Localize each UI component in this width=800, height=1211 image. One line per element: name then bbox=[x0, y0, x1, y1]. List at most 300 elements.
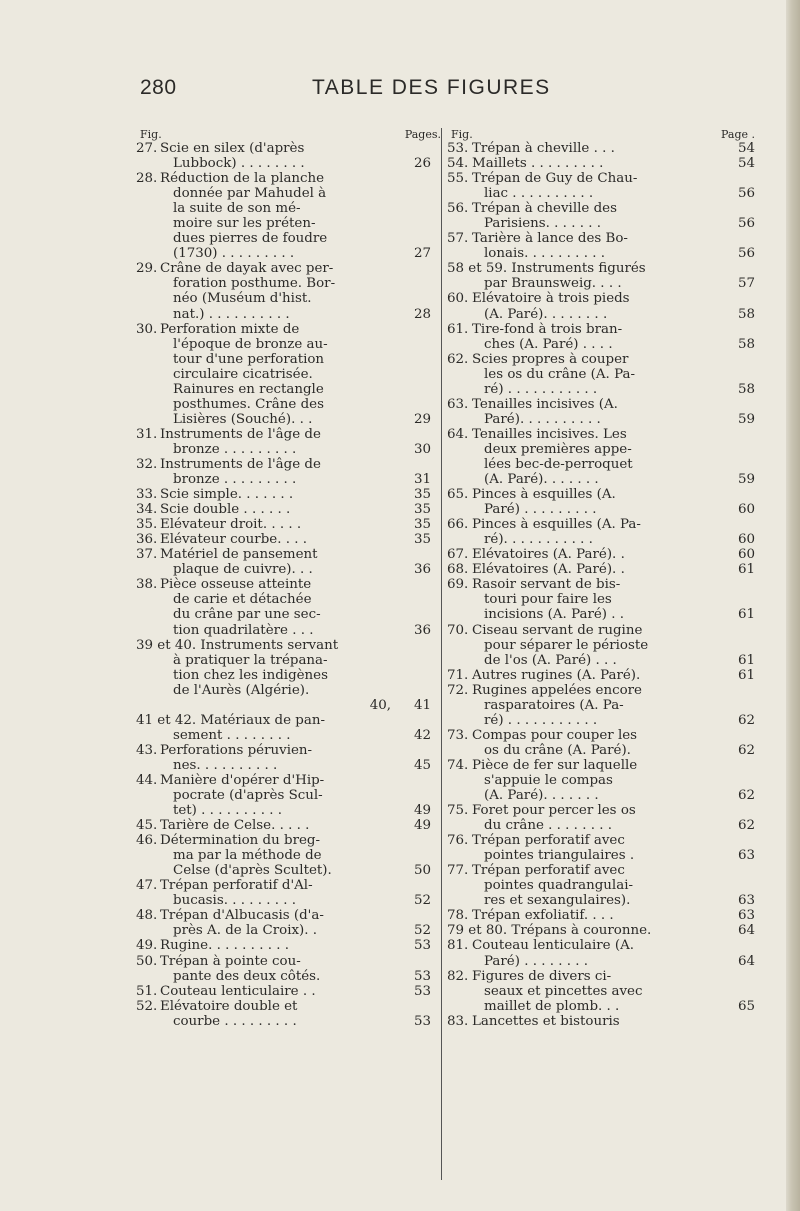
page-ref: 62 bbox=[737, 788, 755, 804]
page-ref: 58 bbox=[737, 381, 755, 397]
entry-line bbox=[447, 803, 755, 818]
figure-number: 75. bbox=[447, 803, 469, 819]
page-ref: 27 bbox=[413, 246, 431, 262]
figure-caption: incisions (A. Paré) . . bbox=[484, 607, 625, 623]
page-ref: 42 bbox=[413, 727, 431, 743]
figure-entry bbox=[447, 352, 755, 397]
entry-line bbox=[447, 893, 755, 908]
entry-line bbox=[136, 487, 441, 502]
figure-number: 35. bbox=[136, 517, 158, 533]
entry-line bbox=[136, 427, 441, 442]
entry-line bbox=[136, 577, 441, 592]
figure-caption: lonais. . . . . . . . . . bbox=[484, 246, 605, 262]
figure-number: 70. bbox=[447, 622, 469, 638]
figure-caption: ré). . . . . . . . . . . bbox=[484, 532, 593, 548]
figure-caption: 41 et 42. Matériaux de pan- bbox=[136, 712, 325, 728]
figure-caption: Parisiens. . . . . . . bbox=[484, 216, 601, 232]
figure-caption: foration posthume. Bor- bbox=[173, 276, 336, 292]
figure-caption: Rugines appelées encore bbox=[472, 682, 642, 698]
page-ref: 54 bbox=[737, 141, 755, 156]
figure-number: 36. bbox=[136, 532, 158, 548]
entry-line bbox=[447, 487, 755, 502]
entry-line bbox=[136, 307, 441, 322]
figure-caption: pointes quadrangulai- bbox=[484, 878, 634, 894]
figure-caption: Foret pour percer les os bbox=[472, 803, 636, 819]
figure-number: 66. bbox=[447, 517, 469, 533]
figure-caption: os du crâne (A. Paré). bbox=[484, 742, 631, 758]
entry-line bbox=[136, 352, 441, 367]
figure-number: 63. bbox=[447, 396, 469, 412]
entry-line bbox=[447, 261, 755, 276]
page-ref: 60 bbox=[737, 532, 755, 548]
figure-entry bbox=[136, 457, 441, 487]
figure-caption: pour séparer le périoste bbox=[484, 637, 649, 653]
figure-entry bbox=[136, 818, 441, 833]
entry-line bbox=[136, 773, 441, 788]
figure-entry bbox=[447, 291, 755, 321]
figure-caption: Instruments de l'âge de bbox=[160, 456, 321, 472]
page-ref: 52 bbox=[413, 923, 431, 939]
figure-caption: Autres rugines (A. Paré). bbox=[472, 667, 641, 683]
figure-caption: près A. de la Croix). . bbox=[173, 923, 318, 939]
page-ref: 45 bbox=[413, 757, 431, 773]
figure-number: 81. bbox=[447, 938, 469, 954]
figure-entry bbox=[447, 171, 755, 201]
pages-column-label: Page . bbox=[720, 128, 755, 141]
page-ref: 61 bbox=[737, 667, 755, 683]
figure-number: 68. bbox=[447, 562, 469, 578]
figure-caption: Paré) . . . . . . . . bbox=[484, 953, 589, 969]
page-ref: 61 bbox=[737, 562, 755, 578]
figure-caption: de carie et détachée bbox=[173, 592, 312, 608]
page-ref: 63 bbox=[737, 848, 755, 864]
figure-caption: seaux et pincettes avec bbox=[484, 983, 643, 999]
page-ref: 28 bbox=[413, 306, 431, 322]
entry-line bbox=[136, 607, 441, 622]
figure-number: 50. bbox=[136, 953, 158, 969]
figure-entry bbox=[136, 547, 441, 577]
figure-entry bbox=[447, 201, 755, 231]
figure-caption: ches (A. Paré) . . . . bbox=[484, 336, 613, 352]
page-ref: 35 bbox=[413, 502, 431, 518]
figure-entry bbox=[447, 908, 755, 923]
entry-line bbox=[136, 367, 441, 382]
entry-line bbox=[447, 923, 755, 938]
entry-line bbox=[136, 186, 441, 201]
figure-caption: ré) . . . . . . . . . . . bbox=[484, 381, 598, 397]
page-ref: 59 bbox=[737, 411, 755, 427]
entry-line bbox=[136, 231, 441, 246]
page-ref: 58 bbox=[737, 336, 755, 352]
figure-caption: maillet de plomb. . . bbox=[484, 998, 620, 1014]
entry-line bbox=[447, 246, 755, 261]
entry-line bbox=[447, 833, 755, 848]
entry-line bbox=[447, 607, 755, 622]
figure-caption: Scie en silex (d'après bbox=[160, 141, 305, 156]
page-ref: 31 bbox=[413, 472, 431, 488]
figure-number: 27. bbox=[136, 141, 158, 156]
figure-entry bbox=[447, 668, 755, 683]
entry-line bbox=[447, 818, 755, 833]
figure-entry bbox=[447, 683, 755, 728]
figure-caption: Trépan à pointe cou- bbox=[160, 953, 301, 969]
figure-number: 74. bbox=[447, 757, 469, 773]
page-ref: 41 bbox=[413, 697, 431, 713]
entry-line bbox=[136, 517, 441, 532]
figure-caption: Pinces à esquilles (A. Pa- bbox=[472, 517, 641, 533]
page-ref: 36 bbox=[413, 622, 431, 638]
figure-number: 49. bbox=[136, 938, 158, 954]
page-ref: 64 bbox=[737, 923, 755, 939]
entry-line bbox=[136, 276, 441, 291]
page-ref: 35 bbox=[413, 517, 431, 533]
entry-line bbox=[136, 683, 441, 698]
figure-caption: deux premières appe- bbox=[484, 441, 632, 457]
entry-line bbox=[136, 412, 441, 427]
figure-caption: Figures de divers ci- bbox=[472, 968, 612, 984]
figure-caption: Compas pour couper les bbox=[472, 727, 638, 743]
entry-line bbox=[136, 1014, 441, 1029]
figure-caption: Lisières (Souché). . . bbox=[173, 411, 313, 427]
entry-line bbox=[136, 848, 441, 863]
figure-caption: sement . . . . . . . . bbox=[173, 727, 291, 743]
entry-line bbox=[447, 532, 755, 547]
figure-number: 61. bbox=[447, 321, 469, 337]
figure-caption: posthumes. Crâne des bbox=[173, 396, 324, 412]
figure-number: 60. bbox=[447, 291, 469, 307]
figure-caption: bucasis. . . . . . . . . bbox=[173, 893, 297, 909]
figure-caption: Perforation mixte de bbox=[160, 321, 300, 337]
figure-caption: Pièce de fer sur laquelle bbox=[472, 757, 638, 773]
entry-line bbox=[136, 833, 441, 848]
figure-number: 72. bbox=[447, 682, 469, 698]
figure-caption: Couteau lenticulaire (A. bbox=[472, 938, 635, 954]
figure-caption: Rugine. . . . . . . . . . bbox=[160, 938, 289, 954]
entry-line bbox=[447, 322, 755, 337]
figure-caption: courbe . . . . . . . . . bbox=[173, 1013, 297, 1029]
entry-line bbox=[136, 923, 441, 938]
column-header bbox=[136, 126, 441, 141]
figure-caption: Trépan à cheville des bbox=[472, 201, 617, 217]
figure-caption: pante des deux côtés. bbox=[173, 968, 321, 984]
entry-line bbox=[136, 698, 441, 713]
figure-caption: Scie double . . . . . . bbox=[160, 502, 291, 518]
entry-line bbox=[447, 773, 755, 788]
figure-caption: Perforations péruvien- bbox=[160, 742, 313, 758]
entry-line bbox=[136, 547, 441, 562]
entry-line bbox=[136, 261, 441, 276]
entry-line bbox=[447, 1014, 755, 1029]
entry-line bbox=[136, 171, 441, 186]
entry-line bbox=[447, 427, 755, 442]
figure-caption: res et sexangulaires). bbox=[484, 893, 631, 909]
figure-caption: Rainures en rectangle bbox=[173, 381, 324, 397]
column-divider bbox=[441, 128, 442, 1180]
entry-line bbox=[136, 728, 441, 743]
figure-caption: tour d'une perforation bbox=[173, 351, 325, 367]
figure-number: 71. bbox=[447, 667, 469, 683]
figure-entry bbox=[136, 517, 441, 532]
entry-line bbox=[447, 592, 755, 607]
page-ref: 64 bbox=[737, 953, 755, 969]
figure-number: 48. bbox=[136, 908, 158, 924]
figure-number: 64. bbox=[447, 426, 469, 442]
page-ref: 56 bbox=[737, 186, 755, 202]
entry-line bbox=[136, 878, 441, 893]
figure-caption: Elévatoire à trois pieds bbox=[472, 291, 630, 307]
figure-number: 78. bbox=[447, 908, 469, 924]
figure-caption: liac . . . . . . . . . . bbox=[484, 186, 594, 202]
figure-entry bbox=[447, 261, 755, 291]
figure-number: 65. bbox=[447, 487, 469, 503]
figure-number: 83. bbox=[447, 1013, 469, 1029]
entry-line bbox=[447, 201, 755, 216]
figure-entry bbox=[447, 487, 755, 517]
inline-figure-number: 40, bbox=[369, 697, 391, 713]
figure-caption: dues pierres de foudre bbox=[173, 231, 328, 247]
entry-line bbox=[447, 141, 755, 156]
page-ref: 59 bbox=[737, 472, 755, 488]
figure-entry bbox=[136, 908, 441, 938]
figure-caption: rasparatoires (A. Pa- bbox=[484, 697, 624, 713]
entry-line bbox=[447, 291, 755, 306]
figure-caption: Tire-fond à trois bran- bbox=[472, 321, 623, 337]
entry-line bbox=[136, 638, 441, 653]
figure-number: 51. bbox=[136, 983, 158, 999]
entry-line bbox=[136, 893, 441, 908]
figure-caption: Rasoir servant de bis- bbox=[472, 577, 621, 593]
entry-line bbox=[136, 758, 441, 773]
figure-caption: du crâne par une sec- bbox=[173, 607, 321, 623]
page-ref: 62 bbox=[737, 818, 755, 834]
figure-entry bbox=[136, 487, 441, 502]
entry-line bbox=[447, 382, 755, 397]
figure-caption: Elévatoire double et bbox=[160, 998, 298, 1014]
figure-number: 46. bbox=[136, 833, 158, 849]
figure-caption: Elévateur courbe. . . . bbox=[160, 532, 307, 548]
entry-line bbox=[136, 668, 441, 683]
entry-line bbox=[136, 502, 441, 517]
fig-column-label: Fig. bbox=[140, 128, 162, 141]
entry-line bbox=[136, 743, 441, 758]
figure-caption: Manière d'opérer d'Hip- bbox=[160, 772, 325, 788]
figure-caption: Elévatoires (A. Paré). . bbox=[472, 562, 625, 578]
entry-line bbox=[136, 156, 441, 171]
entry-line bbox=[447, 412, 755, 427]
entry-line bbox=[136, 201, 441, 216]
figure-caption: Tarière à lance des Bo- bbox=[472, 231, 628, 247]
entry-line bbox=[447, 878, 755, 893]
page-ref: 65 bbox=[737, 998, 755, 1014]
fig-column-label: Fig. bbox=[451, 128, 473, 141]
figure-caption: Crâne de dayak avec per- bbox=[160, 261, 334, 277]
entry-line bbox=[447, 623, 755, 638]
page-ref: 35 bbox=[413, 487, 431, 503]
figure-caption: (A. Paré). . . . . . . bbox=[484, 472, 599, 488]
figure-caption: néo (Muséum d'hist. bbox=[173, 291, 312, 307]
page-ref: 61 bbox=[737, 652, 755, 668]
page-ref: 62 bbox=[737, 742, 755, 758]
figure-caption: Ciseau servant de rugine bbox=[472, 622, 643, 638]
page-ref: 35 bbox=[413, 532, 431, 548]
figure-caption: de l'Aurès (Algérie). bbox=[173, 682, 310, 698]
page-ref: 56 bbox=[737, 216, 755, 232]
figure-caption: Celse (d'après Scultet). bbox=[173, 863, 332, 879]
figure-entry bbox=[136, 773, 441, 818]
figure-number: 67. bbox=[447, 547, 469, 563]
figure-entry bbox=[447, 833, 755, 863]
entry-line bbox=[136, 788, 441, 803]
page-ref: 63 bbox=[737, 908, 755, 924]
page-ref: 53 bbox=[413, 938, 431, 954]
figure-number: 62. bbox=[447, 351, 469, 367]
figure-entry bbox=[136, 938, 441, 953]
figure-caption: Trépan à cheville . . . bbox=[472, 141, 615, 156]
page-ref: 49 bbox=[413, 818, 431, 834]
figure-caption: Paré) . . . . . . . . . bbox=[484, 502, 597, 518]
figure-caption: par Braunsweig. . . . bbox=[484, 276, 622, 292]
entry-line bbox=[447, 367, 755, 382]
entry-line bbox=[447, 863, 755, 878]
figure-caption: 79 et 80. Trépans à couronne. bbox=[447, 923, 652, 939]
entry-line bbox=[447, 999, 755, 1014]
figure-caption: s'appuie le compas bbox=[484, 772, 613, 788]
figure-entry bbox=[447, 427, 755, 487]
figure-caption: pointes triangulaires . bbox=[484, 848, 635, 864]
entry-line bbox=[447, 276, 755, 291]
figure-entry bbox=[447, 938, 755, 968]
figure-caption: moire sur les préten- bbox=[173, 216, 316, 232]
entry-line bbox=[136, 969, 441, 984]
figure-entry bbox=[447, 397, 755, 427]
figure-entry bbox=[447, 923, 755, 938]
figure-caption: nes. . . . . . . . . . bbox=[173, 757, 278, 773]
figure-entry bbox=[447, 577, 755, 622]
page-ref: 50 bbox=[413, 863, 431, 879]
figure-caption: pocrate (d'après Scul- bbox=[173, 788, 323, 804]
figure-entry bbox=[136, 954, 441, 984]
figure-entry bbox=[447, 322, 755, 352]
page-ref: 53 bbox=[413, 968, 431, 984]
entry-line bbox=[136, 322, 441, 337]
figure-entry bbox=[447, 562, 755, 577]
entry-line bbox=[447, 713, 755, 728]
figure-number: 33. bbox=[136, 487, 158, 503]
page-ref: 30 bbox=[413, 441, 431, 457]
figure-entry bbox=[447, 156, 755, 171]
figure-entry bbox=[136, 141, 441, 171]
figure-number: 55. bbox=[447, 171, 469, 187]
figure-number: 53. bbox=[447, 141, 469, 156]
figure-caption: Lancettes et bistouris bbox=[472, 1013, 620, 1029]
figure-number: 29. bbox=[136, 261, 158, 277]
figure-caption: plaque de cuivre). . . bbox=[173, 562, 313, 578]
figure-caption: Paré). . . . . . . . . . bbox=[484, 411, 601, 427]
figure-entry bbox=[447, 728, 755, 758]
entry-line bbox=[447, 984, 755, 999]
page-ref: 62 bbox=[737, 712, 755, 728]
figure-caption: Elévatoires (A. Paré). . bbox=[472, 547, 625, 563]
figure-caption: tion quadrilatère . . . bbox=[173, 622, 314, 638]
entry-line bbox=[447, 442, 755, 457]
page-ref: 36 bbox=[413, 562, 431, 578]
figure-caption: ré) . . . . . . . . . . . bbox=[484, 712, 598, 728]
figure-entry bbox=[447, 758, 755, 803]
entry-line bbox=[447, 397, 755, 412]
page-ref: 53 bbox=[413, 983, 431, 999]
figure-entry bbox=[136, 638, 441, 713]
entry-line bbox=[136, 457, 441, 472]
entry-line bbox=[136, 938, 441, 953]
figure-entry bbox=[136, 743, 441, 773]
figure-caption: à pratiquer la trépana- bbox=[173, 652, 328, 668]
figure-entry bbox=[447, 141, 755, 156]
entry-line bbox=[136, 623, 441, 638]
figure-caption: l'époque de bronze au- bbox=[173, 336, 328, 352]
entry-line bbox=[136, 653, 441, 668]
entry-line bbox=[136, 382, 441, 397]
figure-caption: Pièce osseuse atteinte bbox=[160, 577, 312, 593]
figure-caption: 39 et 40. Instruments servant bbox=[136, 637, 339, 653]
figure-number: 47. bbox=[136, 878, 158, 894]
figure-entry bbox=[136, 833, 441, 878]
figure-caption: Elévateur droit. . . . . bbox=[160, 517, 302, 533]
figure-entry bbox=[447, 517, 755, 547]
entry-line bbox=[447, 156, 755, 171]
figure-number: 82. bbox=[447, 968, 469, 984]
figure-number: 69. bbox=[447, 577, 469, 593]
figure-number: 37. bbox=[136, 547, 158, 563]
figure-caption: bronze . . . . . . . . . bbox=[173, 441, 297, 457]
figure-caption: tet) . . . . . . . . . . bbox=[173, 803, 283, 819]
figure-caption: Scies propres à couper bbox=[472, 351, 629, 367]
figure-number: 32. bbox=[136, 456, 158, 472]
figure-caption: la suite de son mé- bbox=[173, 201, 301, 217]
entry-line bbox=[447, 848, 755, 863]
left-column bbox=[136, 126, 441, 1029]
entry-line bbox=[136, 442, 441, 457]
entry-line bbox=[136, 954, 441, 969]
figure-caption: Trépan perforatif avec bbox=[472, 833, 625, 849]
page-edge bbox=[786, 0, 800, 1211]
figure-caption: Matériel de pansement bbox=[160, 547, 318, 563]
figure-number: 43. bbox=[136, 742, 158, 758]
pages-column-label: Pages. bbox=[404, 128, 441, 141]
figure-caption: tion chez les indigènes bbox=[173, 667, 328, 683]
page-ref: 56 bbox=[737, 246, 755, 262]
figure-entry bbox=[136, 984, 441, 999]
entry-line bbox=[136, 472, 441, 487]
figure-entry bbox=[136, 878, 441, 908]
figure-caption: (A. Paré). . . . . . . bbox=[484, 788, 599, 804]
page-ref: 60 bbox=[737, 502, 755, 518]
figure-entry bbox=[447, 623, 755, 668]
figure-caption: Tarière de Celse. . . . . bbox=[160, 818, 310, 834]
entry-line bbox=[447, 457, 755, 472]
entry-line bbox=[447, 171, 755, 186]
entry-line bbox=[136, 337, 441, 352]
figure-entry bbox=[447, 803, 755, 833]
entry-line bbox=[447, 698, 755, 713]
entry-line bbox=[136, 216, 441, 231]
figure-entry bbox=[136, 427, 441, 457]
entry-line bbox=[447, 216, 755, 231]
page-ref: 53 bbox=[413, 1013, 431, 1029]
figure-number: 28. bbox=[136, 171, 158, 187]
page-ref: 26 bbox=[413, 156, 431, 172]
entry-line bbox=[136, 141, 441, 156]
figure-number: 73. bbox=[447, 727, 469, 743]
